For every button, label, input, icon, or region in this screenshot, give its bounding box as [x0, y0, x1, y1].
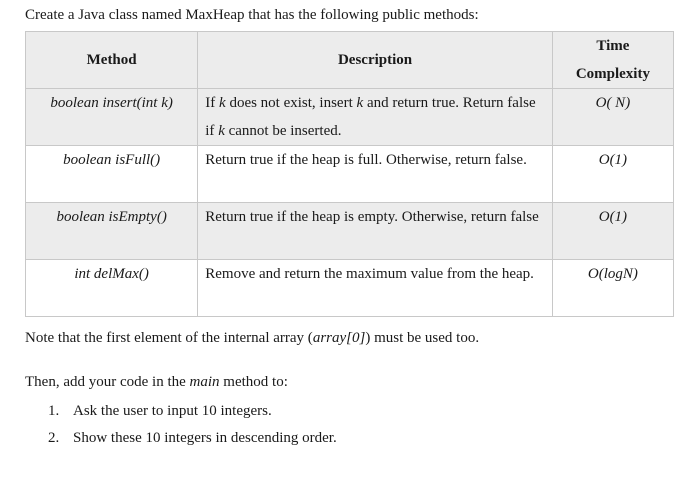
note-after: ) must be used too.	[365, 330, 480, 346]
method-description: Return true if the heap is full. Otherwise, return false.	[198, 146, 553, 203]
method-signature: boolean isEmpty()	[26, 203, 198, 260]
time-complexity: O(1)	[552, 203, 673, 260]
method-signature: boolean insert(int k)	[26, 89, 198, 146]
header-time-complexity	[552, 32, 673, 89]
desc-var: k	[219, 95, 226, 111]
desc-text: If	[205, 95, 220, 111]
methods-table	[25, 31, 674, 317]
note-code: array[0]	[312, 330, 366, 346]
intro-text: Create a Java class named MaxHeap that has the following public methods:	[25, 7, 479, 23]
step-number: 2.	[48, 430, 60, 446]
note-before: Note that the first element of the internal array (	[25, 330, 313, 346]
list-item	[48, 398, 337, 425]
desc-var: k	[218, 123, 225, 139]
table-row	[26, 260, 674, 317]
time-complexity: O(1)	[552, 146, 673, 203]
step-number: 1.	[48, 403, 60, 419]
method-signature: boolean isFull()	[26, 146, 198, 203]
desc-text: does not exist, insert	[225, 95, 357, 111]
desc-var: k	[356, 95, 364, 111]
method-description: Remove and return the maximum value from the heap.	[198, 260, 553, 317]
method-description	[198, 89, 553, 146]
table-row	[26, 89, 674, 146]
then-after: method to:	[219, 374, 288, 390]
header-time-line1: Time	[596, 38, 630, 54]
then-text	[25, 372, 288, 392]
header-time-line2: Complexity	[575, 66, 650, 82]
then-before: Then, add your code in the	[25, 374, 190, 390]
list-item	[48, 425, 337, 452]
step-text: Ask the user to input 10 integers.	[73, 403, 272, 419]
table-row	[26, 146, 674, 203]
then-code: main	[189, 374, 220, 390]
time-complexity: O(logN)	[552, 260, 673, 317]
header-method: Method	[26, 32, 198, 89]
method-signature: int delMax()	[26, 260, 198, 317]
desc-text: and return true. Return false if	[205, 95, 536, 139]
note-text	[25, 328, 479, 348]
header-description: Description	[198, 32, 553, 89]
time-complexity: O( N)	[552, 89, 673, 146]
steps-list	[48, 398, 337, 452]
step-text: Show these 10 integers in descending order.	[73, 430, 337, 446]
table-header-row	[26, 32, 674, 89]
table-row	[26, 203, 674, 260]
desc-text: cannot be inserted.	[224, 123, 342, 139]
method-description: Return true if the heap is empty. Otherwise, return false	[198, 203, 553, 260]
